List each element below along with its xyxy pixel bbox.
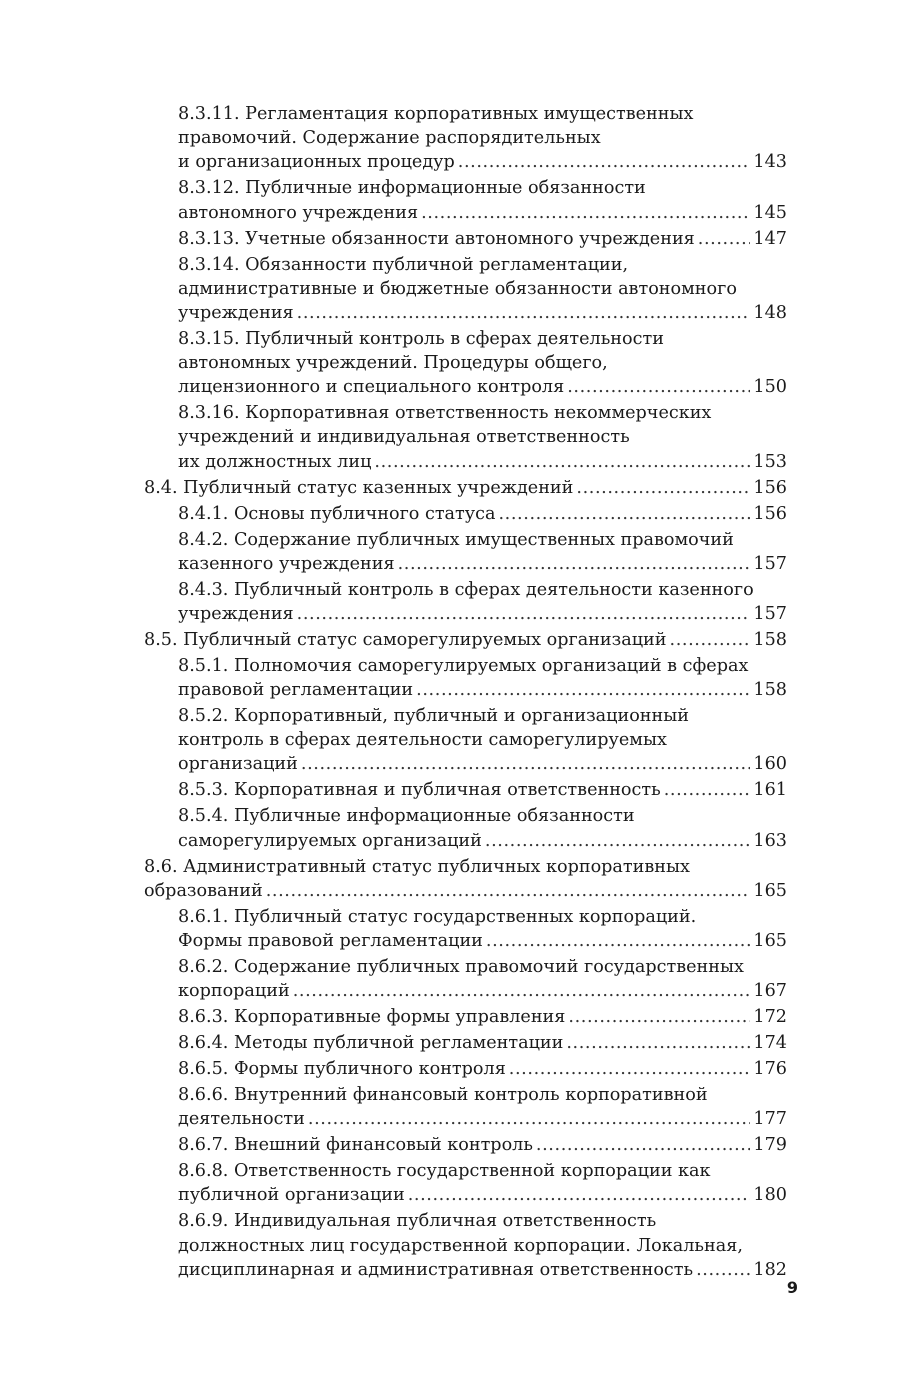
dot-leader <box>458 150 751 174</box>
toc-entry <box>178 804 787 852</box>
toc-entry-title: организаций <box>178 754 298 775</box>
dot-leader <box>297 602 751 626</box>
toc-entry-last-line <box>178 778 787 802</box>
toc-page-ref: 172 <box>753 1007 787 1028</box>
toc-entry <box>178 102 787 175</box>
toc-entry-last-line <box>144 628 787 652</box>
toc-entry <box>178 1031 787 1055</box>
toc-entry-line: административные и бюджетные обязанности автономного <box>178 278 737 299</box>
toc-entry <box>178 401 787 474</box>
toc-page-ref: 150 <box>753 377 787 398</box>
dot-leader <box>297 301 751 325</box>
toc-entry-line: 8.5.1. Полномочия саморегулируемых организаций в сферах <box>178 655 749 676</box>
dot-leader <box>568 1005 750 1029</box>
toc-entry <box>178 1057 787 1081</box>
dot-leader <box>398 552 751 576</box>
dot-leader <box>293 979 751 1003</box>
toc-entry <box>178 905 787 953</box>
toc-entry-line: 8.4.3. Публичный контроль в сферах деятельности казенного <box>178 579 754 600</box>
toc-entry-title: 8.5. Публичный статус саморегулируемых организаций <box>144 629 667 650</box>
dot-leader <box>421 201 750 225</box>
dot-leader <box>664 778 751 802</box>
toc-entry-line: 8.6.1. Публичный статус государственных корпораций. <box>178 906 697 927</box>
toc-entry-title: дисциплинарная и административная ответственность <box>178 1259 694 1280</box>
toc-entry-line: 8.5.2. Корпоративный, публичный и организационный <box>178 706 689 727</box>
dot-leader <box>498 502 750 526</box>
toc-entry <box>144 855 787 903</box>
toc-entry-last-line <box>144 476 787 500</box>
dot-leader <box>567 375 750 399</box>
dot-leader <box>698 227 751 251</box>
toc-entry <box>178 253 787 326</box>
dot-leader <box>308 1107 751 1131</box>
toc-entry-title: 8.3.13. Учетные обязанности автономного учреждения <box>178 228 695 249</box>
toc-entry-last-line <box>178 1258 787 1282</box>
toc-entry-last-line <box>178 1005 787 1029</box>
toc-page-ref: 167 <box>753 981 787 1002</box>
page-number: 9 <box>786 1278 798 1297</box>
dot-leader <box>509 1057 751 1081</box>
toc-entry-last-line <box>178 1133 787 1157</box>
toc-page-ref: 161 <box>753 780 787 801</box>
toc-page-ref: 156 <box>753 477 787 498</box>
toc-entry-title: 8.6.3. Корпоративные формы управления <box>178 1007 566 1028</box>
toc-entry <box>178 327 787 400</box>
toc-entry-line: 8.4.2. Содержание публичных имущественных правомочий <box>178 529 734 550</box>
toc-entry-title: деятельности <box>178 1109 305 1130</box>
toc-entry-title: лицензионного и специального контроля <box>178 377 565 398</box>
toc-entry-title: 8.6.5. Формы публичного контроля <box>178 1059 506 1080</box>
toc-entry-last-line <box>178 752 787 776</box>
toc-page-ref: 147 <box>753 228 787 249</box>
toc-entry-line: должностных лиц государственной корпорации. Локальная, <box>178 1235 743 1256</box>
toc-page-ref: 157 <box>753 603 787 624</box>
toc-entry <box>178 654 787 702</box>
toc-entry-title: 8.6.7. Внешний финансовый контроль <box>178 1135 533 1156</box>
toc-entry <box>178 578 787 626</box>
toc-entry-last-line <box>178 929 787 953</box>
toc-page-ref: 165 <box>753 930 787 951</box>
toc-entry-last-line <box>178 602 787 626</box>
toc-entry-last-line <box>178 1031 787 1055</box>
toc-entry <box>178 704 787 777</box>
toc-entry-last-line <box>178 1107 787 1131</box>
toc-entry-title: корпораций <box>178 981 290 1002</box>
toc-entry-line: контроль в сферах деятельности саморегулируемых <box>178 730 667 751</box>
toc-entry-last-line <box>178 829 787 853</box>
toc-entry-last-line <box>178 552 787 576</box>
toc-entry-last-line <box>178 301 787 325</box>
toc-page-ref: 179 <box>753 1135 787 1156</box>
toc-entry-title: автономного учреждения <box>178 202 419 223</box>
toc-entry <box>178 778 787 802</box>
toc-entry-title: 8.4. Публичный статус казенных учреждений <box>144 477 574 498</box>
toc-entry-line: 8.3.11. Регламентация корпоративных имущественных <box>178 104 694 124</box>
toc-entry-line: 8.6.2. Содержание публичных правомочий государственных <box>178 956 744 977</box>
dot-leader <box>408 1183 751 1207</box>
toc-page-ref: 165 <box>753 880 787 901</box>
toc-entry-last-line <box>178 678 787 702</box>
toc-entry-last-line <box>178 502 787 526</box>
toc-entry-line: автономных учреждений. Процедуры общего, <box>178 353 608 374</box>
toc-entry-last-line <box>144 879 787 903</box>
dot-leader <box>485 829 751 853</box>
toc-entry-line: 8.3.15. Публичный контроль в сферах деятельности <box>178 328 664 349</box>
toc-entry-title: учреждения <box>178 603 294 624</box>
toc-entry-last-line <box>178 979 787 1003</box>
toc-page-ref: 160 <box>753 754 787 775</box>
toc-entry-line: 8.3.12. Публичные информационные обязанности <box>178 178 646 199</box>
toc-page-ref: 145 <box>753 202 787 223</box>
dot-leader <box>486 929 751 953</box>
toc-entry-line: правомочий. Содержание распорядительных <box>178 128 601 149</box>
toc-page-ref: 158 <box>753 680 787 701</box>
toc-entry-line: 8.3.14. Обязанности публичной регламентации, <box>178 254 629 275</box>
toc-page-ref: 143 <box>753 152 787 173</box>
dot-leader <box>696 1258 750 1282</box>
dot-leader <box>301 752 751 776</box>
table-of-contents <box>0 102 900 1284</box>
toc-entry <box>178 955 787 1003</box>
toc-entry-last-line <box>178 150 787 174</box>
toc-entry-last-line <box>178 201 787 225</box>
toc-page-ref: 177 <box>753 1109 787 1130</box>
toc-page-ref: 176 <box>753 1059 787 1080</box>
toc-entry <box>178 227 787 251</box>
toc-page-ref: 148 <box>753 302 787 323</box>
toc-entry <box>178 1159 787 1207</box>
dot-leader <box>566 1031 750 1055</box>
toc-entry-last-line <box>178 450 787 474</box>
toc-entry-line: 8.6.8. Ответственность государственной корпорации как <box>178 1161 711 1182</box>
dot-leader <box>536 1133 750 1157</box>
toc-entry <box>178 1133 787 1157</box>
toc-page-ref: 156 <box>753 503 787 524</box>
toc-entry <box>178 502 787 526</box>
dot-leader <box>670 628 751 652</box>
toc-entry <box>178 1209 787 1282</box>
toc-entry-title: образований <box>144 880 263 901</box>
toc-entry-title: их должностных лиц <box>178 451 372 472</box>
toc-entry-last-line <box>178 1057 787 1081</box>
toc-page-ref: 163 <box>753 830 787 851</box>
toc-entry-line: 8.6.6. Внутренний финансовый контроль корпоративной <box>178 1085 708 1106</box>
toc-entry-title: 8.5.3. Корпоративная и публичная ответственность <box>178 780 661 801</box>
toc-page-ref: 153 <box>753 451 787 472</box>
toc-entry-title: и организационных процедур <box>178 152 455 173</box>
dot-leader <box>374 450 750 474</box>
toc-entry-line: 8.6.9. Индивидуальная публичная ответственность <box>178 1211 657 1232</box>
toc-entry <box>144 476 787 500</box>
toc-entry-title: 8.4.1. Основы публичного статуса <box>178 503 496 524</box>
toc-entry <box>178 1005 787 1029</box>
toc-entry-title: 8.6.4. Методы публичной регламентации <box>178 1033 564 1054</box>
toc-entry-title: правовой регламентации <box>178 680 414 701</box>
toc-entry-last-line <box>178 375 787 399</box>
dot-leader <box>576 476 750 500</box>
toc-entry-line: 8.3.16. Корпоративная ответственность некоммерческих <box>178 403 712 424</box>
toc-entry <box>144 628 787 652</box>
dot-leader <box>416 678 750 702</box>
toc-page-ref: 182 <box>753 1259 787 1280</box>
toc-page-ref: 180 <box>753 1185 787 1206</box>
dot-leader <box>266 879 751 903</box>
toc-entry-title: саморегулируемых организаций <box>178 830 482 851</box>
toc-entry <box>178 528 787 576</box>
toc-entry-line: 8.6. Административный статус публичных корпоративных <box>144 856 690 877</box>
toc-entry-title: казенного учреждения <box>178 553 395 574</box>
toc-page-ref: 157 <box>753 553 787 574</box>
toc-entry-line: 8.5.4. Публичные информационные обязанности <box>178 806 635 827</box>
toc-entry-line: учреждений и индивидуальная ответственность <box>178 427 630 448</box>
toc-entry <box>178 176 787 224</box>
toc-entry <box>178 1083 787 1131</box>
toc-entry-title: Формы правовой регламентации <box>178 930 483 951</box>
toc-entry-title: учреждения <box>178 302 294 323</box>
toc-page-ref: 158 <box>753 629 787 650</box>
toc-entry-title: публичной организации <box>178 1185 405 1206</box>
toc-page-ref: 174 <box>753 1033 787 1054</box>
toc-entry-last-line <box>178 1183 787 1207</box>
toc-entry-last-line <box>178 227 787 251</box>
